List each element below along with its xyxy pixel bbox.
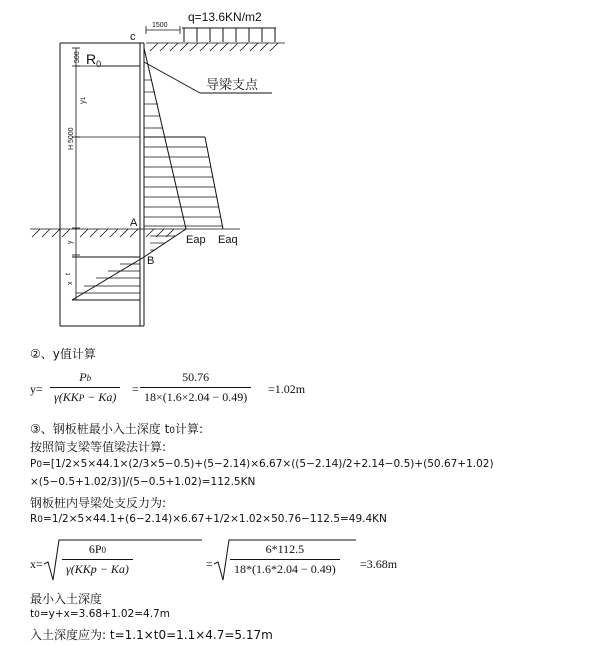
t0-formula: t0=y+x=3.68+1.02=4.7m — [30, 608, 170, 620]
x-frac1-den: γ(KKp − Ka) — [62, 559, 133, 577]
y-result: =1.02m — [268, 382, 306, 396]
y-lhs: y= — [30, 382, 43, 396]
point-c: c — [130, 31, 136, 43]
pressure-eaq — [144, 137, 223, 229]
dimension-chain — [72, 48, 140, 300]
p0-formula-line1: P0=[1/2×5×44.1×(2/3×5−0.5)+(5−2.14)×6.67×((5−2.14)/2+2.14−0.5)+(50.67+1.02) — [30, 458, 494, 470]
x-frac2-num: 6*112.5 — [265, 542, 305, 556]
dim-1500: 1500 — [152, 22, 168, 29]
top-ground — [146, 43, 285, 51]
x-frac2-den: 18*(1.6*2.04 − 0.49) — [230, 559, 340, 577]
r0-formula: R0=1/2×5×44.1+(6−2.14)×6.67+1/2×1.02×50.76−112.5=49.4KN — [30, 513, 387, 525]
y-frac1-den: γ(KKP − Ka) — [50, 387, 120, 405]
x-eq: = — [206, 557, 213, 571]
passive-pressure — [72, 229, 186, 300]
x-frac1-num: 6P0 — [88, 542, 107, 556]
min-depth-title: 最小入土深度 — [30, 592, 103, 606]
y-fraction-2 — [140, 370, 251, 405]
support-callout-text: 导梁支点 — [206, 77, 259, 92]
dim-t: t — [65, 273, 72, 275]
section2-heading: ②、y值计算 — [30, 347, 96, 361]
dim-y: y — [67, 240, 74, 244]
surcharge-load — [182, 28, 276, 42]
dim-H: H 5000 — [68, 127, 75, 150]
excavation-ground — [30, 229, 240, 237]
y-frac2-num: 50.76 — [182, 370, 210, 384]
y-frac2-den: 18×(1.6×2.04 − 0.49) — [140, 387, 251, 405]
x-fraction-1 — [62, 542, 133, 577]
p0-formula-line2: ×(5−0.5+1.02/3)]/(5−0.5+1.02)=112.5KN — [30, 476, 256, 488]
passive-hatching — [76, 236, 175, 293]
point-B: B — [147, 255, 155, 267]
x-fraction-2 — [230, 542, 340, 577]
label-Eaq: Eaq — [218, 234, 238, 246]
y-eq: = — [132, 382, 139, 396]
point-A: A — [130, 217, 138, 229]
y-fraction-1 — [50, 370, 120, 405]
section3-heading: ③、钢板桩最小入土深度 t0计算: — [30, 422, 204, 436]
reaction-R0: $R_0$ — [86, 51, 102, 69]
pressure-hatching — [144, 80, 222, 226]
method-line: 按照简支梁等值梁法计算: — [30, 440, 167, 454]
final-depth: 入土深度应为: t=1.1×t0=1.1×4.7=5.17m — [30, 628, 273, 642]
dim-x: x — [67, 281, 74, 285]
load-label: q=13.6KN/m2 — [188, 10, 262, 24]
dim-y1: y1 — [78, 96, 87, 104]
x-lhs: x= — [30, 557, 43, 571]
dim-500: 500 — [74, 51, 81, 63]
reaction-heading: 钢板桩内导梁处支反力为: — [30, 496, 167, 510]
label-Eap: Eap — [186, 234, 206, 246]
x-result: =3.68m — [360, 557, 398, 571]
y-frac1-num: Pb — [79, 370, 92, 384]
pressure-eap — [144, 48, 186, 229]
